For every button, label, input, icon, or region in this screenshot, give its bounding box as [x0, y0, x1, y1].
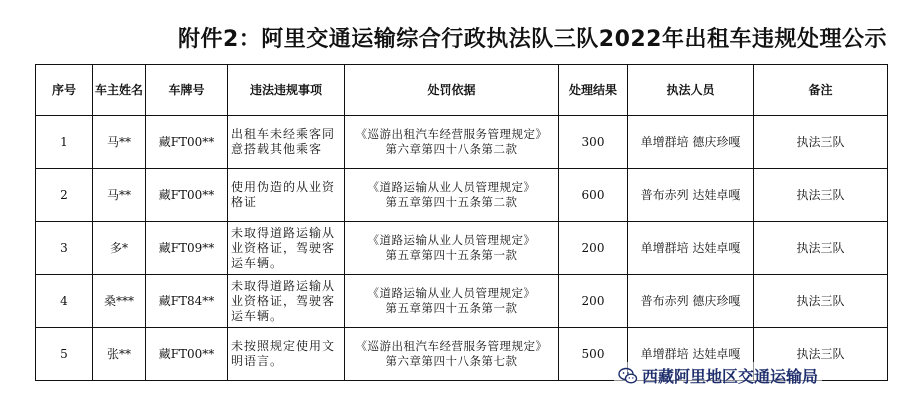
- basis-regulation: 《巡游出租汽车经营服务管理规定》: [355, 127, 548, 141]
- cell-violation: 出租车未经乘客同意搭载其他乘客: [228, 116, 345, 169]
- basis-regulation: 《道路运输从业人员管理规定》: [367, 180, 536, 194]
- cell-violation: 使用伪造的从业资格证: [228, 169, 345, 222]
- table-header-row: [36, 65, 888, 116]
- cell-owner: 张**: [93, 328, 146, 381]
- cell-owner: 桑***: [93, 275, 146, 328]
- header-basis: 处罚依据: [345, 65, 559, 116]
- cell-basis: [345, 328, 559, 381]
- table-row: [36, 222, 888, 275]
- cell-owner: 多*: [93, 222, 146, 275]
- basis-article: 第六章第四十八条第二款: [385, 142, 518, 156]
- cell-result: 500: [559, 328, 628, 381]
- basis-regulation: 《道路运输从业人员管理规定》: [367, 233, 536, 247]
- basis-article: 第五章第四十五条第一款: [385, 301, 518, 315]
- cell-result: 300: [559, 116, 628, 169]
- basis-article: 第六章第四十八条第七款: [385, 354, 518, 368]
- wechat-icon: [618, 367, 638, 385]
- cell-no: 1: [36, 116, 93, 169]
- cell-basis: [345, 116, 559, 169]
- cell-plate: 藏FT09**: [146, 222, 228, 275]
- cell-result: 200: [559, 275, 628, 328]
- cell-officers: 普布赤列 德庆珍嘎: [628, 275, 754, 328]
- cell-remark: 执法三队: [754, 222, 888, 275]
- header-officers: 执法人员: [628, 65, 754, 116]
- source-watermark: [614, 362, 822, 389]
- document-title: 附件2：阿里交通运输综合行政执法队三队2022年出租车违规处理公示: [177, 27, 887, 52]
- cell-remark: 执法三队: [754, 169, 888, 222]
- table-row: [36, 275, 888, 328]
- header-plate: 车牌号: [146, 65, 228, 116]
- cell-officers: 单增群培 达娃卓嘎: [628, 222, 754, 275]
- cell-violation: 未取得道路运输从业资格证，驾驶客运车辆。: [228, 222, 345, 275]
- cell-no: 5: [36, 328, 93, 381]
- cell-no: 4: [36, 275, 93, 328]
- cell-plate: 藏FT00**: [146, 116, 228, 169]
- header-remark: 备注: [754, 65, 888, 116]
- cell-remark: 执法三队: [754, 328, 888, 381]
- cell-remark: 执法三队: [754, 275, 888, 328]
- cell-basis: [345, 222, 559, 275]
- cell-officers: 单增群培 德庆珍嘎: [628, 116, 754, 169]
- cell-result: 200: [559, 222, 628, 275]
- cell-violation: 未取得道路运输从业资格证，驾驶客运车辆。: [228, 275, 345, 328]
- watermark-text: 西藏阿里地区交通运输局: [642, 367, 819, 386]
- cell-basis: [345, 275, 559, 328]
- cell-officers: 普布赤列 达娃卓嘎: [628, 169, 754, 222]
- header-result: 处理结果: [559, 65, 628, 116]
- basis-article: 第五章第四十五条第二款: [385, 195, 518, 209]
- violation-table: [35, 64, 888, 381]
- basis-regulation: 《道路运输从业人员管理规定》: [367, 286, 536, 300]
- header-owner: 车主姓名: [93, 65, 146, 116]
- cell-owner: 马**: [93, 116, 146, 169]
- cell-result: 600: [559, 169, 628, 222]
- cell-plate: 藏FT84**: [146, 275, 228, 328]
- cell-plate: 藏FT00**: [146, 328, 228, 381]
- header-no: 序号: [36, 65, 93, 116]
- basis-regulation: 《巡游出租汽车经营服务管理规定》: [355, 339, 548, 353]
- table-row: [36, 169, 888, 222]
- cell-remark: 执法三队: [754, 116, 888, 169]
- cell-no: 3: [36, 222, 93, 275]
- basis-article: 第五章第四十五条第一款: [385, 248, 518, 262]
- table-row: [36, 116, 888, 169]
- cell-officers: 单增群培 达娃卓嘎: [628, 328, 754, 381]
- cell-basis: [345, 169, 559, 222]
- header-violation: 违法违规事项: [228, 65, 345, 116]
- cell-violation: 未按照规定使用文明语言。: [228, 328, 345, 381]
- cell-owner: 马**: [93, 169, 146, 222]
- cell-plate: 藏FT00**: [146, 169, 228, 222]
- cell-no: 2: [36, 169, 93, 222]
